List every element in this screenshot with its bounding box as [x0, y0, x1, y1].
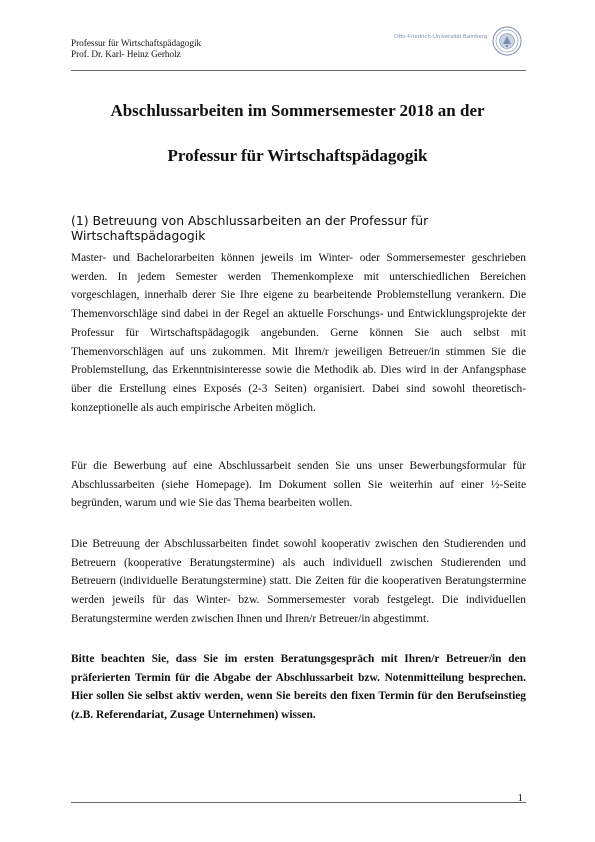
paragraph-supervision-intro: Master- und Bachelorarbeiten können jeweils im Winter- oder Sommersemester geschrieben werden. In jedem Semester werden Themenkomplexe mit unterschiedlichen Bereichen vorgeschlagen, innerhalb derer Sie Ihre eigene zu bearbeitende Problemstellung verankern. Die Themenvorschläge sind dabei in der Regel an aktuelle Forschungs- und Entwicklungsprojekte der Professur für Wirtschaftspädagogik angebunden. Gerne können Sie auch selbst mit Themenvorschlägen auf uns zukommen. Mit Ihrem/r jeweiligen Betreuer/in stimmen Sie die Problemstellung, das Erkenntnisinteresse sowie die Methodik ab. Dies wird in der Anfangsphase über die Erstellung eines Exposés (2-3 Seiten) organisiert. Dabei sind sowohl theoretisch-konzeptionelle als auch empirische Arbeiten möglich.: [71, 252, 526, 414]
paragraph-consultation: Die Betreuung der Abschlussarbeiten findet sowohl kooperativ zwischen den Studierenden und Betreuern (kooperative Beratungstermine) als auch individuell zwischen Studierenden und Betreuern (individuelle Beratungstermine) statt. Die Zeiten für die kooperativen Beratungstermine werden jeweils für das Winter- bzw. Sommersemester vorab festgelegt. Die individuellen Beratungstermine werden zwischen Ihnen und Ihren/r Betreuer/in abgestimmt.: [71, 538, 526, 625]
header-chair-name: Professur für Wirtschaftspädagogik: [71, 38, 202, 48]
section-heading: (1) Betreuung von Abschlussarbeiten an der Professur für Wirtschaftspädagogik: [71, 213, 429, 243]
university-logo: [394, 26, 524, 58]
document-title-line-2: Professur für Wirtschaftspädagogik: [167, 146, 428, 165]
paragraph-application: Für die Bewerbung auf eine Abschlussarbeit senden Sie uns unser Bewerbungsformular für Abschlussarbeiten (siehe Homepage). Im Dokument sollen Sie weiterhin auf einer ½-Seite begründen, warum und wie Sie das Thema bearbeiten wollen.: [71, 460, 526, 510]
document-title-line-1: Abschlussarbeiten im Sommersemester 2018 an der: [110, 101, 485, 120]
header-text: [71, 38, 201, 60]
header-divider: [71, 70, 526, 71]
university-seal-icon: [492, 26, 522, 56]
page-number: 1: [517, 792, 523, 804]
paragraph-important-notice: Bitte beachten Sie, dass Sie im ersten Beratungsgespräch mit Ihren/r Betreuer/in den präferierten Termin für die Abgabe der Abschlussarbeit bzw. Notenmitteilung besprechen. Hier sollen Sie selbst aktiv werden, wenn Sie bereits den fixen Termin für den Berufseinstieg (z.B. Referendariat, Zusage Unternehmen) wissen.: [71, 653, 526, 722]
header-professor-name: Prof. Dr. Karl- Heinz Gerholz: [71, 49, 181, 59]
footer-divider: [71, 802, 526, 803]
university-name: Otto-Friedrich-Universität Bamberg: [394, 34, 488, 40]
